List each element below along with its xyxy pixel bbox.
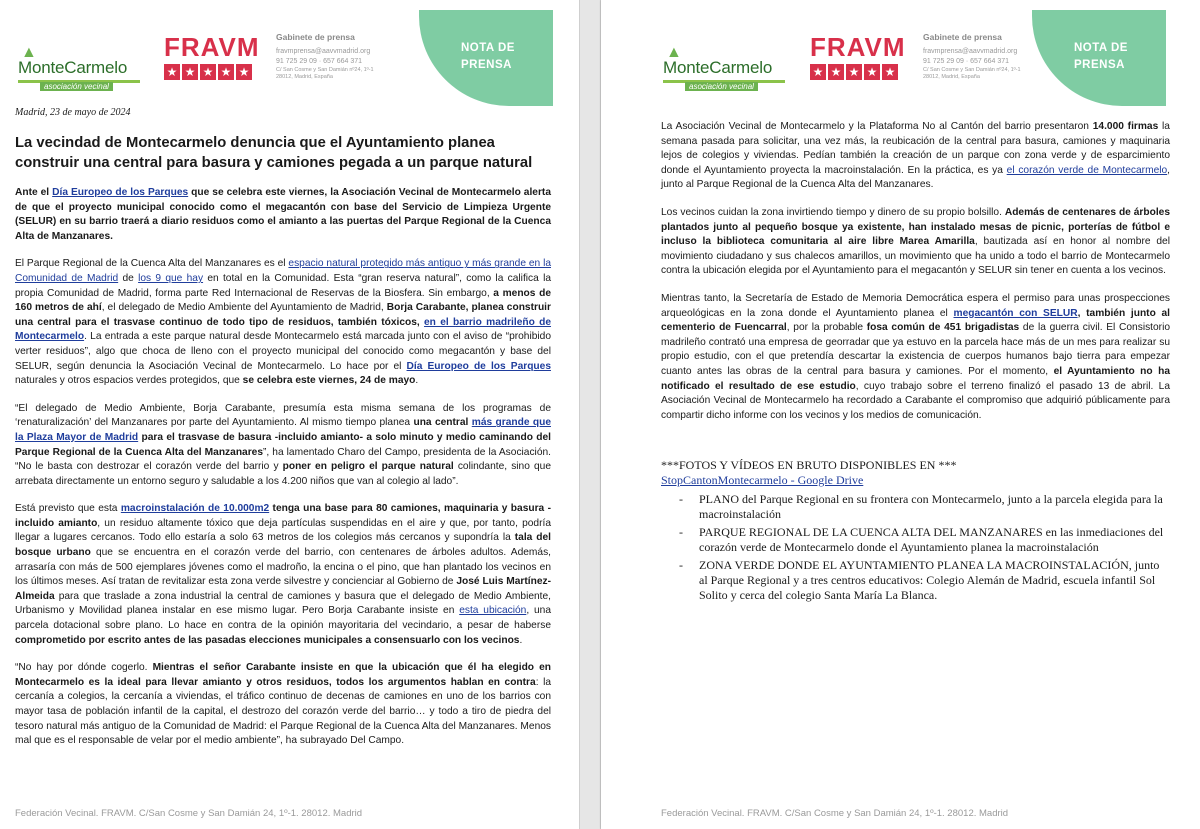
fravm-stars-icon: ★ ★ ★ ★ ★ xyxy=(810,64,898,80)
press-email: fravmprensa@aavvmadrid.org xyxy=(276,48,371,55)
document-title: La vecindad de Montecarmelo denuncia que el Ayuntamiento planea construir una central para basura y camiones pegada a un parque natural xyxy=(15,135,533,171)
press-address-2: 28012, Madrid, España xyxy=(923,74,980,80)
press-phone: 91 725 29 09 · 657 664 371 xyxy=(276,58,363,65)
list-item: - PARQUE REGIONAL DE LA CUENCA ALTA DEL MANZANARES en las inmediaciones del corazón verde de Montecarmelo donde el Ayuntamiento planea la macroinstalación xyxy=(699,525,1170,555)
letterhead xyxy=(601,10,1200,106)
media-section xyxy=(661,458,1170,606)
link-esta-ubicacion[interactable]: esta ubicación xyxy=(459,605,527,617)
paragraph: Mientras tanto, la Secretaría de Estado de Memoria Democrática espera el permiso para unas prospecciones arqueológicas en la zona donde el Ayuntamiento planea el megacantón con SELUR, también junto al cementerio de Fuencarral, por la probable fosa común de 451 brigadistas de la guerra civil. El Consistorio madrileño contrató una empresa de georradar que ya estuvo en la parcela hace más de un mes para realizar su propio estudio, con el que pretendía descartar la existencia de cuerpos humanos bajo tierra para empezar cuanto antes las obras de la central para basura y camiones. Por el momento, el Ayuntamiento no ha notificado el resultado de ese estudio, cuyo trabajo sobre el terreno finalizó el pasado 13 de abril. La Asociación Vecinal de Montecarmelo ha recordado a Carabante el compromiso que adquirió públicamente para compartir dicho informe con los vecinos y los medios de comunicación. xyxy=(661,292,1171,421)
press-email: fravmprensa@aavvmadrid.org xyxy=(923,48,1018,55)
paragraph: “No hay por dónde cogerlo. Mientras el señor Carabante insiste en que la ubicación que él ha elegido en Montecarmelo es la ideal para llevar amianto y otros residuos, todos los argumentos hablan en contra: la cercanía a colegios, la cercanía a viviendas, el tráfico continuo de decenas de camiones en uno de los barrios con mayor tasa de población infantil de la capital, el destrozo del corazón verde del barrio… y todo a tiro de piedra del tesoro natural más antiguo de la Comunidad de Madrid: el Parque Regional de la Cuenca Alta del Manzanares. Menos mal que es el responsable de velar por el medio ambiente”, ha subrayado Del Campo. xyxy=(15,662,552,747)
montecarmelo-subtitle: asociación vecinal xyxy=(40,82,113,91)
montecarmelo-name: MonteCarmelo xyxy=(18,58,128,77)
document-date: Madrid, 23 de mayo de 2024 xyxy=(15,107,131,118)
press-phone: 91 725 29 09 · 657 664 371 xyxy=(923,58,1010,65)
press-office-title: Gabinete de prensa xyxy=(923,32,1002,42)
document-page-2 xyxy=(601,0,1200,829)
paragraph: Ante el Día Europeo de los Parques que se celebra este viernes, la Asociación Vecinal de Montecarmelo alerta de que el proyecto municipal conocido como el megacantón con base del Servicio de Limpieza Urgente (SELUR) en su barrio traerá a diario residuos como el amianto a las puertas del Parque Regional de la Cuenca Alta de Manzanares. xyxy=(15,187,551,242)
list-item: - PLANO del Parque Regional en su frontera con Montecarmelo, junto a la parcela elegida para la macroinstalación xyxy=(699,492,1170,522)
link-plaza-mayor[interactable]: más grande que la Plaza Mayor de Madrid xyxy=(15,417,551,443)
link-dia-europeo[interactable]: Día Europeo de los Parques xyxy=(52,187,189,198)
press-office-info xyxy=(276,32,406,81)
fravm-name: FRAVM xyxy=(164,32,260,62)
link-9-que-hay[interactable]: los 9 que hay xyxy=(138,272,204,284)
link-dia-europeo-2[interactable]: Día Europeo de los Parques xyxy=(406,360,551,372)
page-footer: Federación Vecinal. FRAVM. C/San Cosme y San Damián 24, 1º-1. 28012. Madrid xyxy=(15,808,363,819)
paragraph: Está previsto que esta macroinstalación de 10.000m2 tenga una base para 80 camiones, maquinaria y basura - incluido amianto, un residuo altamente tóxico que deja partículas suspendidas en el aire y que, por tanto, podría llegar a lugares cercanos. Todo ello estaría a solo 63 metros de los colegios más cercanos y supondría la tala del bosque urbano que se encuentra en el corazón verde del barrio, con centenares de árboles adultos. Además, arrasaría con más de 500 ejemplares jóvenes como el madroño, la encina o el pino, que han plantado los vecinos en los últimos meses. Así tratan de revitalizar esta zona verde silvestre y concienciar al Gobierno de José Luis Martínez- Almeida para que traslade a zona industrial la central de camiones y basura que el delegado de Medio Ambiente, Urbanismo y Movilidad planea instalar en ese mismo lugar. Pero Borja Carabante insiste en esta ubicación, una parcela dotacional sobre plano. Lo hace en contra de la opinión mayoritaria del vecindario, a pesar de haberse comprometido por escrito antes de las pasadas elecciones municipales a consensuarlo con los vecinos. xyxy=(15,503,551,646)
document-body xyxy=(15,186,551,762)
press-address-1: C/ San Cosme y San Damián nº24, 1º-1 xyxy=(923,67,1021,73)
montecarmelo-mark-icon: ▲ xyxy=(21,44,37,61)
press-release-badge: NOTA DE PRENSA xyxy=(1032,10,1166,106)
montecarmelo-logo xyxy=(18,44,148,94)
press-address-1: C/ San Cosme y San Damián nº24, 1º-1 xyxy=(276,67,374,73)
montecarmelo-mark-icon: ▲ xyxy=(666,44,682,61)
press-address-2: 28012, Madrid, España xyxy=(276,74,333,80)
press-office-title: Gabinete de prensa xyxy=(276,32,355,42)
montecarmelo-subtitle: asociación vecinal xyxy=(685,82,758,91)
document-body xyxy=(661,120,1170,436)
link-corazon-verde[interactable]: el corazón verde de Montecarmelo xyxy=(1006,164,1168,176)
montecarmelo-logo xyxy=(663,44,793,94)
paragraph: Los vecinos cuidan la zona invirtiendo tiempo y dinero de su propio bolsillo. Además de centenares de árboles plantados junto al pequeño bosque ya existente, han instalado mesas de picnic, porterías de fútbol e incluso la biblioteca comunitaria al aire libre Marea Amarilla, bautizada así en honor al nombre del movimiento ciudadano y sus chalecos amarillos, un movimiento que ha unido a todo el barrio de Montecarmelo contra la ubicación elegida por el Ayuntamiento para el megacantón y SELUR sin tener en cuenta a los vecinos. xyxy=(661,206,1170,277)
media-title: ***FOTOS Y VÍDEOS EN BRUTO DISPONIBLES EN *** xyxy=(661,458,957,472)
document-page-1 xyxy=(0,0,579,829)
link-macroinstalacion[interactable]: macroinstalación de 10.000m2 xyxy=(120,503,270,515)
paragraph: El Parque Regional de la Cuenca Alta del Manzanares es el espacio natural protegido más antiguo y más grande en la Comunidad de Madrid de los 9 que hay en total en la Comunidad. Esta “gran reserva natural”, como la califica la propia Comunidad de Madrid, forma parte Red Internacional de Reservas de la Biosfera. Sin embargo, a menos de 160 metros de ahí, el delegado de Medio Ambiente del Ayuntamiento de Madrid, Borja Carabante, planea construir una central para el trasvase continuo de todo tipo de residuos, también tóxicos, en el barrio madrileño de Montecarmelo. La entrada a este parque natural desde Montecarmelo está marcada junto con el aviso de “prohibido verter residuos”, algo que choca de lleno con el proyecto municipal del conocido como megacantón y base del SELUR, según denuncia la Asociación Vecinal de Montecarmelo. Lo hace por el Día Europeo de los Parques naturales y otros espacios verdes protegidos, que se celebra este viernes, 24 de mayo. xyxy=(15,258,552,387)
link-barrio-montecarmelo[interactable]: en el barrio madrileño de Montecarmelo xyxy=(15,316,552,343)
paragraph: “El delegado de Medio Ambiente, Borja Carabante, presumía esta misma semana de los programas de ‘renaturalización’ del Manzanares por parte del Ayuntamiento. Al mismo tiempo planea una central más grande que la Plaza Mayor de Madrid para el trasvase de basura -incluido amianto- a solo minuto y medio caminando del Parque Regional de la Cuenca Alta del Manzanares”, ha lamentado Charo del Campo, presidenta de la Asociación. “No le basta con destrozar el corazón verde del barrio y poner en peligro el parque natural colindante, sino que arrebata directamente un entorno seguro y saludable a los 4.200 niños que van al colegio al lado”. xyxy=(15,402,552,487)
fravm-logo xyxy=(164,32,264,92)
fravm-name: FRAVM xyxy=(810,32,906,62)
list-item: - ZONA VERDE DONDE EL AYUNTAMIENTO PLANEA LA MACROINSTALACIÓN, junto al Parque Regional y a tres centros educativos: Colegio Alemán de Madrid, escuela infantil Sol Solito y cerca del colegio Santa María La Blanca. xyxy=(699,558,1170,603)
paragraph: La Asociación Vecinal de Montecarmelo y la Plataforma No al Cantón del barrio presentaron 14.000 firmas la semana pasada para solicitar, una vez más, la reubicación de la central para basura, camiones y maquinaria lejos de colegios y viviendas. Pedían también la creación de un parque con zona verde y de esparcimiento donde el Ayuntamiento proyecta la macroinstalación. En la práctica, es ya el corazón verde de Montecarmelo, junto al Parque Regional de la Cuenca Alta del Manzanares. xyxy=(661,121,1171,191)
link-google-drive[interactable]: StopCantonMontecarmelo - Google Drive xyxy=(661,473,864,487)
media-list xyxy=(661,492,1170,603)
link-megacanton-selur[interactable]: megacantón con SELUR xyxy=(953,307,1078,319)
link-espacio-natural[interactable]: espacio natural protegido más antiguo y más grande en la Comunidad de Madrid xyxy=(15,258,551,284)
letterhead xyxy=(0,10,579,106)
montecarmelo-name: MonteCarmelo xyxy=(663,58,773,77)
page-separator xyxy=(579,0,601,829)
press-office-info xyxy=(923,32,1053,81)
press-release-badge: NOTA DE PRENSA xyxy=(419,10,553,106)
page-footer: Federación Vecinal. FRAVM. C/San Cosme y San Damián 24, 1º-1. 28012. Madrid xyxy=(661,808,1009,819)
fravm-logo xyxy=(810,32,910,92)
fravm-stars-icon: ★ ★ ★ ★ ★ xyxy=(164,64,252,80)
